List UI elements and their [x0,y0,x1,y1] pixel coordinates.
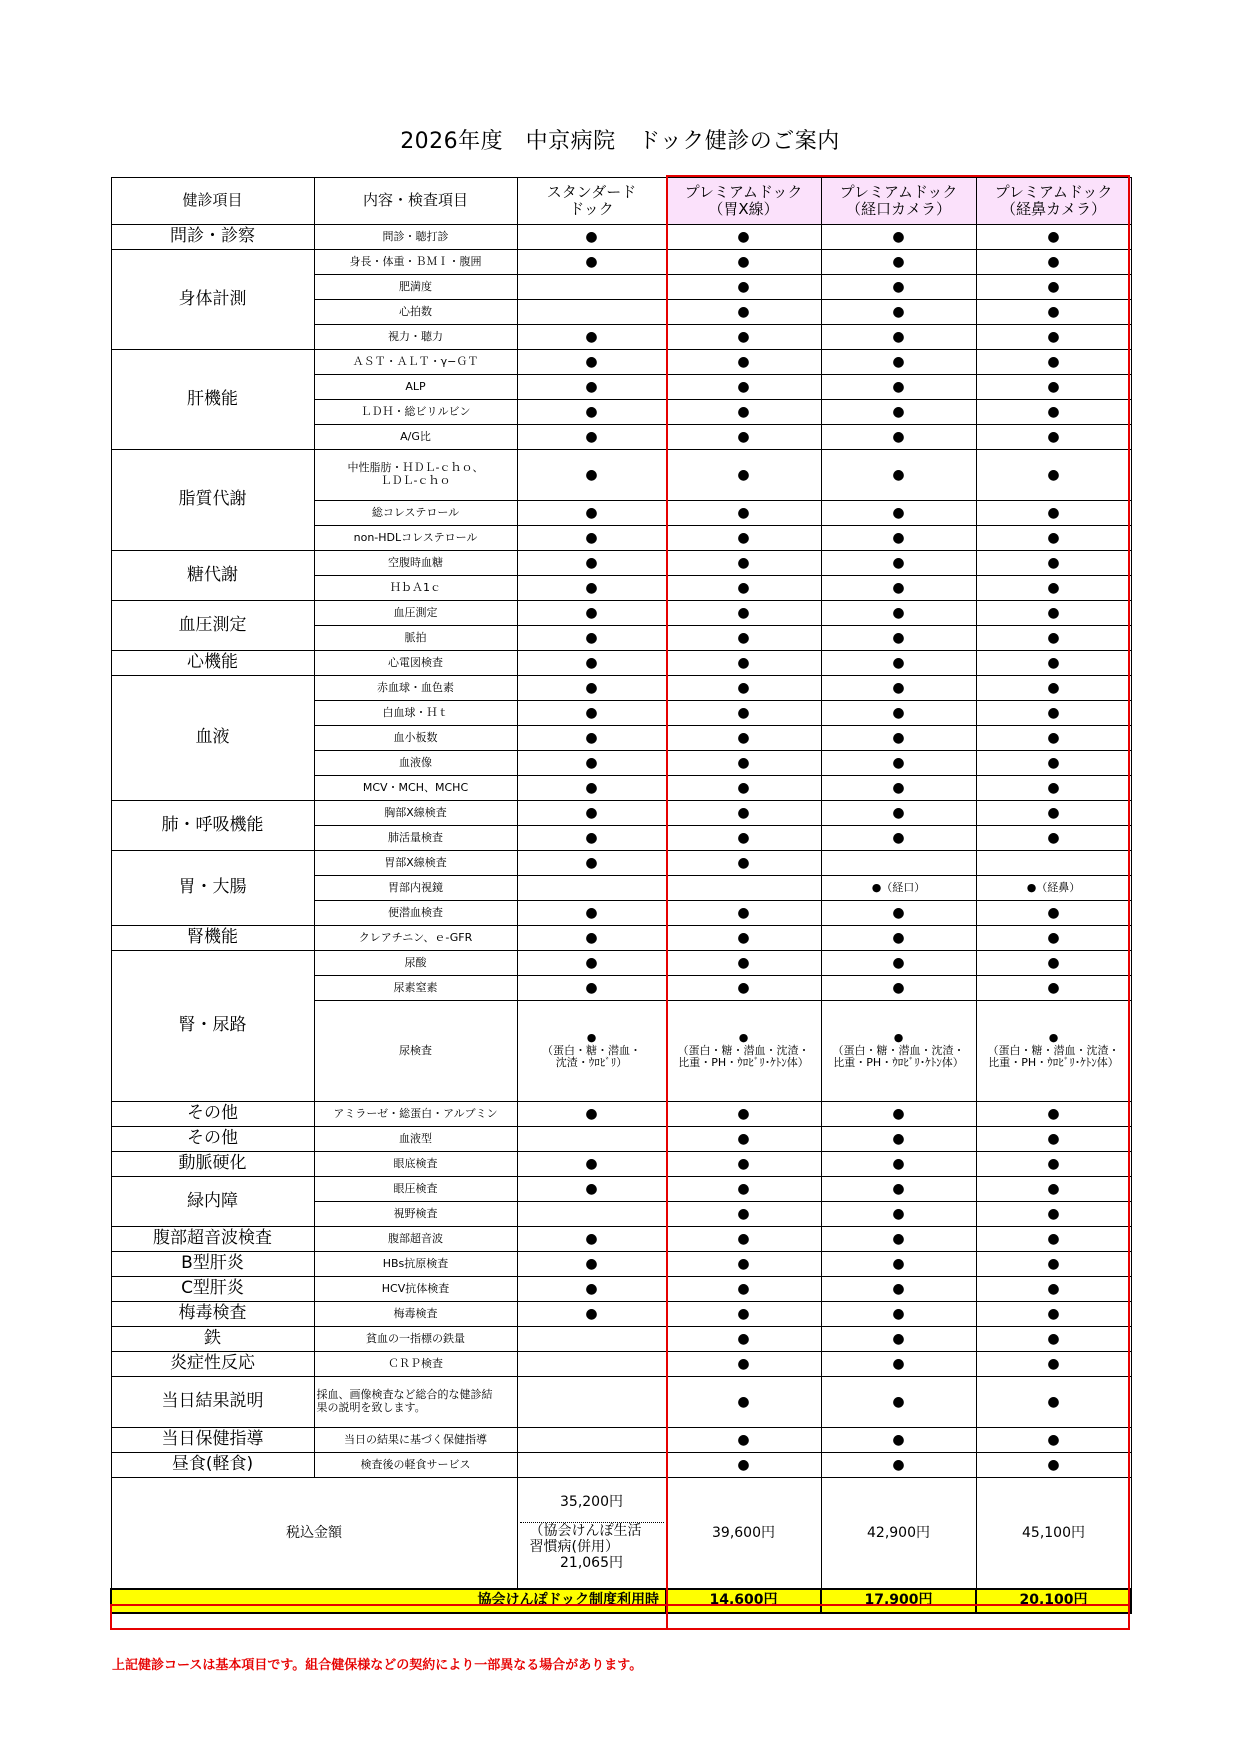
item-label: 空腹時血糖 [314,551,517,576]
page-title: 2026年度 中京病院 ドック健診のご案内 [400,129,840,154]
table-row [111,551,1131,576]
table-row [111,1252,1131,1277]
check-mark: ● [976,1277,1131,1302]
check-mark: ● [666,951,821,976]
item-label: クレアチニン、ｅ-GFR [314,926,517,951]
table-row [111,1152,1131,1177]
check-mark: ● [821,1352,976,1377]
item-label: 赤血球・血色素 [314,676,517,701]
header-premium-nasal: プレミアムドック （経鼻カメラ） [976,178,1131,225]
kyokai-row [111,1589,1131,1613]
item-label: 血小板数 [314,726,517,751]
check-mark: ● [976,1352,1131,1377]
check-mark: ● [666,1302,821,1327]
category-label: 緑内障 [111,1177,314,1227]
item-label: 総コレステロール [314,501,517,526]
check-mark: ● [821,450,976,501]
check-mark: ● [821,501,976,526]
empty-cell [517,1352,666,1377]
category-label: B型肝炎 [111,1252,314,1277]
category-label: その他 [111,1102,314,1127]
empty-cell [821,851,976,876]
check-mark: ● [821,300,976,325]
check-mark: ● [821,976,976,1001]
empty-cell [517,1327,666,1352]
item-label: 肥満度 [314,275,517,300]
item-label: 検査後の軽食サービス [314,1453,517,1478]
check-mark: ● [666,1227,821,1252]
check-mark: ● [976,601,1131,626]
header-row [111,178,1131,225]
check-mark: ● [976,1428,1131,1453]
check-mark: ● [666,250,821,275]
check-mark: ● [517,576,666,601]
check-mark: ● [517,400,666,425]
check-mark: ● [976,651,1131,676]
check-mark: ● [976,1327,1131,1352]
category-label: 肝機能 [111,350,314,450]
category-label: 当日保健指導 [111,1428,314,1453]
check-mark: ● [666,325,821,350]
check-mark: ● [666,651,821,676]
table-row [111,1377,1131,1428]
check-mark: ● [821,626,976,651]
check-mark: ● [976,425,1131,450]
item-label: 眼底検査 [314,1152,517,1177]
check-mark-nasal: ●（経鼻） [976,876,1131,901]
item-label: 胃部内視鏡 [314,876,517,901]
check-mark: ● [666,1102,821,1127]
item-label: 身長・体重・ＢＭＩ・腹囲 [314,250,517,275]
price-premium-xray: 39,600円 [666,1478,821,1589]
item-label: 尿検査 [314,1001,517,1102]
item-label: アミラーゼ・総蛋白・アルブミン [314,1102,517,1127]
check-mark: ● [821,325,976,350]
urine-premium-xray: ● （蛋白・糖・潜血・沈渣・ 比重・PH・ｳﾛﾋﾞﾘ･ｹﾄﾝ体） [666,1001,821,1102]
check-mark: ● [821,676,976,701]
check-mark: ● [517,1177,666,1202]
check-mark: ● [976,976,1131,1001]
item-label: ＡＳＴ・ＡＬＴ・γ−ＧＴ [314,350,517,375]
category-label: 当日結果説明 [111,1377,314,1428]
check-mark: ● [517,951,666,976]
table-row [111,1453,1131,1478]
empty-cell [517,275,666,300]
table-row [111,601,1131,626]
category-label: 鉄 [111,1327,314,1352]
footnote: 上記健診コースは基本項目です。組合健保様などの契約により一部異なる場合があります。 [112,1658,643,1673]
kyokai-premium-oral: 17,900円 [821,1589,976,1613]
check-mark: ● [976,325,1131,350]
check-mark: ● [821,1152,976,1177]
item-label: HCV抗体検査 [314,1277,517,1302]
check-mark: ● [976,1127,1131,1152]
check-mark: ● [821,526,976,551]
item-label: ＣＲＰ検査 [314,1352,517,1377]
check-mark: ● [666,400,821,425]
item-label: 肺活量検査 [314,826,517,851]
check-mark: ● [517,626,666,651]
item-label: 心拍数 [314,300,517,325]
price-standard: 35,200円 （協会けんぽ生活 習慣病(併用） 21,065円 [517,1478,666,1589]
table-row [111,1227,1131,1252]
empty-cell [976,851,1131,876]
check-mark-oral: ●（経口） [821,876,976,901]
table-row [111,225,1131,250]
price-premium-oral: 42,900円 [821,1478,976,1589]
header-content: 内容・検査項目 [314,178,517,225]
check-mark: ● [821,801,976,826]
check-mark: ● [976,576,1131,601]
item-label: 貧血の一指標の鉄量 [314,1327,517,1352]
check-mark: ● [666,701,821,726]
check-mark: ● [666,225,821,250]
check-mark: ● [666,626,821,651]
item-label: 便潜血検査 [314,901,517,926]
check-mark: ● [976,751,1131,776]
category-label: 梅毒検査 [111,1302,314,1327]
check-mark: ● [517,1152,666,1177]
check-mark: ● [821,1428,976,1453]
category-label: C型肝炎 [111,1277,314,1302]
check-mark: ● [976,926,1131,951]
empty-cell [517,1377,666,1428]
check-mark: ● [821,225,976,250]
item-label: A/G比 [314,425,517,450]
check-mark: ● [666,1152,821,1177]
header-standard: スタンダード ドック [517,178,666,225]
kyokai-premium-nasal: 20,100円 [976,1589,1131,1613]
table-row [111,651,1131,676]
check-mark: ● [821,350,976,375]
check-mark: ● [517,375,666,400]
table-row [111,851,1131,876]
check-mark: ● [976,1453,1131,1478]
table-row [111,450,1131,501]
check-mark: ● [517,601,666,626]
check-mark: ● [821,1227,976,1252]
item-label: 白血球・Ｈｔ [314,701,517,726]
check-mark: ● [821,551,976,576]
check-mark: ● [821,1177,976,1202]
check-mark: ● [666,1327,821,1352]
check-mark: ● [976,275,1131,300]
check-mark: ● [517,1102,666,1127]
urine-premium-oral: ● （蛋白・糖・潜血・沈渣・ 比重・PH・ｳﾛﾋﾞﾘ･ｹﾄﾝ体） [821,1001,976,1102]
empty-cell [517,1428,666,1453]
check-mark: ● [666,450,821,501]
check-mark: ● [666,1277,821,1302]
check-mark: ● [976,826,1131,851]
empty-cell [666,876,821,901]
check-mark: ● [821,1127,976,1152]
check-mark: ● [976,350,1131,375]
price-row [111,1478,1131,1589]
check-mark: ● [821,1252,976,1277]
category-label: 糖代謝 [111,551,314,601]
item-label: 視野検査 [314,1202,517,1227]
item-label: 梅毒検査 [314,1302,517,1327]
check-mark: ● [976,1102,1131,1127]
check-mark: ● [821,400,976,425]
check-mark: ● [666,275,821,300]
table-row [111,926,1131,951]
empty-cell [517,1202,666,1227]
check-mark: ● [666,776,821,801]
table-row [111,676,1131,701]
header-premium-oral: プレミアムドック （経口カメラ） [821,178,976,225]
category-label: 血圧測定 [111,601,314,651]
check-mark: ● [821,1327,976,1352]
check-mark: ● [666,926,821,951]
check-mark: ● [976,1252,1131,1277]
check-mark: ● [666,751,821,776]
item-label: 問診・聴打診 [314,225,517,250]
check-mark: ● [666,350,821,375]
item-label: 胃部X線検査 [314,851,517,876]
check-mark: ● [517,776,666,801]
check-mark: ● [821,250,976,275]
check-mark: ● [517,225,666,250]
check-mark: ● [821,1302,976,1327]
item-label: 視力・聴力 [314,325,517,350]
check-mark: ● [976,701,1131,726]
category-label: 肺・呼吸機能 [111,801,314,851]
check-mark: ● [666,676,821,701]
check-mark: ● [517,425,666,450]
item-label: non-HDLコレステロール [314,526,517,551]
check-mark: ● [976,1177,1131,1202]
item-label: 脈拍 [314,626,517,651]
check-mark: ● [976,776,1131,801]
check-mark: ● [517,701,666,726]
table-row [111,1277,1131,1302]
table-row [111,250,1131,275]
table-row [111,1327,1131,1352]
check-mark: ● [976,375,1131,400]
table-row [111,1352,1131,1377]
check-mark: ● [821,1377,976,1428]
urine-standard: ● （蛋白・糖・潜血・ 沈渣・ｳﾛﾋﾞﾘ） [517,1001,666,1102]
check-mark: ● [976,501,1131,526]
check-mark: ● [976,1302,1131,1327]
check-mark: ● [821,701,976,726]
category-label: 炎症性反応 [111,1352,314,1377]
kyokai-label: 協会けんぽドック制度利用時 [111,1589,666,1613]
kyokai-premium-xray: 14,600円 [666,1589,821,1613]
check-mark: ● [517,526,666,551]
header-premium-xray: プレミアムドック （胃X線） [666,178,821,225]
check-mark: ● [517,676,666,701]
category-label: 動脈硬化 [111,1152,314,1177]
table-row [111,1428,1131,1453]
check-mark: ● [976,1227,1131,1252]
check-mark: ● [666,976,821,1001]
item-label: ALP [314,375,517,400]
check-mark: ● [821,776,976,801]
check-mark: ● [976,1152,1131,1177]
check-mark: ● [821,576,976,601]
check-mark: ● [976,526,1131,551]
check-mark: ● [517,976,666,1001]
check-mark: ● [821,425,976,450]
category-label: 問診・診察 [111,225,314,250]
check-mark: ● [517,1252,666,1277]
item-label: 腹部超音波 [314,1227,517,1252]
check-mark: ● [976,400,1131,425]
check-mark: ● [666,526,821,551]
check-mark: ● [976,801,1131,826]
check-mark: ● [976,626,1131,651]
category-label: 腎機能 [111,926,314,951]
check-mark: ● [666,1202,821,1227]
table-row [111,1177,1131,1202]
table-row [111,1102,1131,1127]
check-mark: ● [517,1277,666,1302]
check-mark: ● [976,250,1131,275]
item-label: ＬＤＨ・総ビリルビン [314,400,517,425]
check-mark: ● [976,1377,1131,1428]
check-mark: ● [821,375,976,400]
check-mark: ● [517,450,666,501]
empty-cell [517,1453,666,1478]
check-mark: ● [976,225,1131,250]
category-label: 身体計測 [111,250,314,350]
urine-premium-nasal: ● （蛋白・糖・潜血・沈渣・ 比重・PH・ｳﾛﾋﾞﾘ･ｹﾄﾝ体） [976,1001,1131,1102]
check-mark: ● [821,1102,976,1127]
check-mark: ● [821,1277,976,1302]
check-mark: ● [517,350,666,375]
table-row [111,1302,1131,1327]
check-mark: ● [666,375,821,400]
check-mark: ● [666,726,821,751]
check-mark: ● [821,926,976,951]
check-mark: ● [976,450,1131,501]
check-mark: ● [666,551,821,576]
item-label: 血液像 [314,751,517,776]
check-mark: ● [821,751,976,776]
check-mark: ● [976,551,1131,576]
item-label: 眼圧検査 [314,1177,517,1202]
table-row [111,1127,1131,1152]
check-mark: ● [821,651,976,676]
check-mark: ● [821,826,976,851]
item-label: MCV・MCH、MCHC [314,776,517,801]
category-label: 腹部超音波検査 [111,1227,314,1252]
check-mark: ● [821,951,976,976]
item-label: 当日の結果に基づく保健指導 [314,1428,517,1453]
check-mark: ● [666,1377,821,1428]
item-label: 尿酸 [314,951,517,976]
category-label: 胃・大腸 [111,851,314,926]
check-mark: ● [666,1453,821,1478]
check-mark: ● [821,1453,976,1478]
check-mark: ● [517,901,666,926]
check-mark: ● [666,300,821,325]
price-label: 税込金額 [111,1478,517,1589]
check-mark: ● [666,826,821,851]
item-label: 血液型 [314,1127,517,1152]
check-mark: ● [666,576,821,601]
check-mark: ● [666,1352,821,1377]
item-label: 心電図検査 [314,651,517,676]
checkup-table [110,177,1132,1614]
check-mark: ● [666,425,821,450]
check-mark: ● [517,751,666,776]
item-label: 血圧測定 [314,601,517,626]
check-mark: ● [976,300,1131,325]
check-mark: ● [976,901,1131,926]
check-mark: ● [517,826,666,851]
category-label: その他 [111,1127,314,1152]
check-mark: ● [517,926,666,951]
check-mark: ● [666,801,821,826]
check-mark: ● [517,851,666,876]
check-mark: ● [666,1252,821,1277]
category-label: 脂質代謝 [111,450,314,551]
table-row [111,350,1131,375]
price-premium-nasal: 45,100円 [976,1478,1131,1589]
empty-cell [517,876,666,901]
check-mark: ● [821,601,976,626]
check-mark: ● [976,726,1131,751]
check-mark: ● [666,501,821,526]
item-label: ＨｂＡ1ｃ [314,576,517,601]
check-mark: ● [821,275,976,300]
category-label: 腎・尿路 [111,951,314,1102]
check-mark: ● [666,1428,821,1453]
item-label: 胸部X線検査 [314,801,517,826]
category-label: 血液 [111,676,314,801]
check-mark: ● [517,250,666,275]
check-mark: ● [821,901,976,926]
empty-cell [517,300,666,325]
check-mark: ● [666,601,821,626]
check-mark: ● [517,501,666,526]
header-category: 健診項目 [111,178,314,225]
item-label: HBs抗原検査 [314,1252,517,1277]
check-mark: ● [976,1202,1131,1227]
check-mark: ● [517,1302,666,1327]
item-label: 中性脂肪・ＨＤＬ-ｃｈｏ、 ＬＤＬ-ｃｈｏ [314,450,517,501]
empty-cell [517,1127,666,1152]
category-label: 心機能 [111,651,314,676]
check-mark: ● [517,651,666,676]
check-mark: ● [976,676,1131,701]
check-mark: ● [517,325,666,350]
check-mark: ● [517,1227,666,1252]
check-mark: ● [666,1127,821,1152]
table-row [111,801,1131,826]
check-mark: ● [666,901,821,926]
check-mark: ● [821,1202,976,1227]
item-label: 採血、画像検査など総合的な健診結 果の説明を致します。 [314,1377,517,1428]
check-mark: ● [666,851,821,876]
check-mark: ● [517,801,666,826]
check-mark: ● [517,551,666,576]
check-mark: ● [666,1177,821,1202]
category-label: 昼食(軽食) [111,1453,314,1478]
item-label: 尿素窒素 [314,976,517,1001]
check-mark: ● [976,951,1131,976]
check-mark: ● [517,726,666,751]
check-mark: ● [821,726,976,751]
table-row [111,951,1131,976]
